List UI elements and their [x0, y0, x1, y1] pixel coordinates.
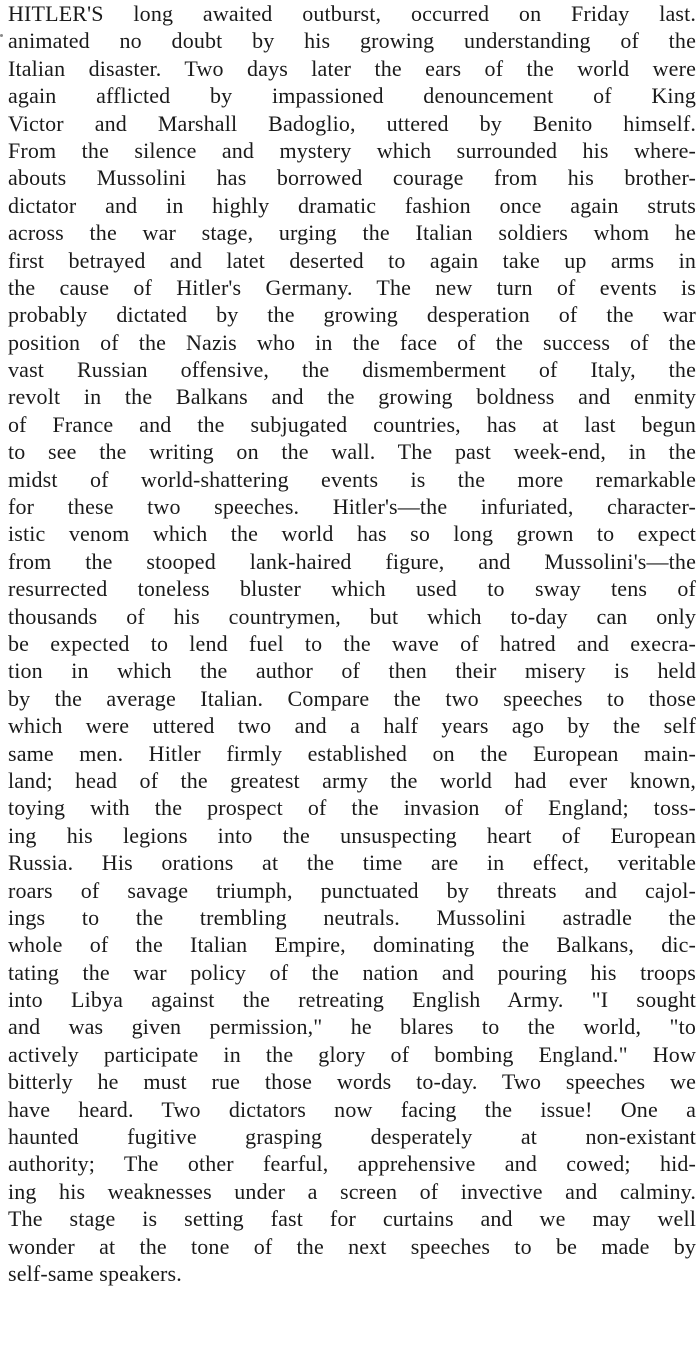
article-line: whole of the Italian Empire, dominating the Balkans, dic- [8, 932, 696, 958]
article-line: which were uttered two and a half years ago by the self [8, 713, 696, 739]
article-line: across the war stage, urging the Italian soldiers whom he [8, 220, 696, 246]
article-line: ing his legions into the unsuspecting heart of European [8, 822, 696, 848]
article-line: dictator and in highly dramatic fashion once again struts [8, 192, 696, 218]
article-body [8, 0, 696, 1287]
article-line: probably dictated by the growing desperation of the war [8, 302, 696, 328]
article-line: Russia. His orations at the time are in effect, veritable [8, 850, 696, 876]
article-line: position of the Nazis who in the face of the success of the [8, 329, 696, 355]
article-line: midst of world-shattering events is the more remarkable [8, 466, 696, 492]
article-line: actively participate in the glory of bombing England." How [8, 1041, 696, 1067]
article-line: Italian disaster. Two days later the ears of the world were [8, 55, 696, 81]
article-line: ing his weaknesses under a screen of invective and calminy. [8, 1178, 696, 1204]
article-line: first betrayed and latet deserted to again take up arms in [8, 247, 696, 273]
article-line: the cause of Hitler's Germany. The new turn of events is [8, 274, 696, 300]
article-line: thousands of his countrymen, but which to-day can only [8, 603, 696, 629]
article-line: resurrected toneless bluster which used to sway tens of [8, 576, 696, 602]
article-line: From the silence and mystery which surrounded his where- [8, 137, 696, 163]
article-line: be expected to lend fuel to the wave of hatred and execra- [8, 630, 696, 656]
article-line: ings to the trembling neutrals. Mussolini astradle the [8, 904, 696, 930]
article-line: authority; The other fearful, apprehensive and cowed; hid- [8, 1151, 696, 1177]
article-line: animated no doubt by his growing understanding of the [8, 28, 696, 54]
article-line: vast Russian offensive, the dismemberment of Italy, the [8, 357, 696, 383]
article-line: haunted fugitive grasping desperately at non-existant [8, 1124, 696, 1150]
article-line: from the stooped lank-haired figure, and Mussolini's—the [8, 548, 696, 574]
article-line: abouts Mussolini has borrowed courage from his brother- [8, 165, 696, 191]
article-line: same men. Hitler firmly established on the European main- [8, 740, 696, 766]
article-column [8, 0, 696, 1356]
article-line: tion in which the author of then their misery is held [8, 658, 696, 684]
article-line: roars of savage triumph, punctuated by threats and cajol- [8, 877, 696, 903]
margin-speck [0, 34, 3, 37]
article-line: have heard. Two dictators now facing the issue! One a [8, 1096, 696, 1122]
article-line: tating the war policy of the nation and pouring his troops [8, 959, 696, 985]
article-line: of France and the subjugated countries, has at last begun [8, 411, 696, 437]
article-line: by the average Italian. Compare the two speeches to those [8, 685, 696, 711]
article-line: istic venom which the world has so long grown to expect [8, 521, 696, 547]
article-line: land; head of the greatest army the world had ever known, [8, 767, 696, 793]
article-line: HITLER'S long awaited outburst, occurred on Friday last. [8, 1, 696, 26]
article-line: to see the writing on the wall. The past week-end, in the [8, 439, 696, 465]
article-line: and was given permission," he blares to the world, "to [8, 1014, 696, 1040]
article-line: wonder at the tone of the next speeches to be made by [8, 1233, 696, 1259]
article-line: self-same speakers. [8, 1260, 182, 1286]
article-line: again afflicted by impassioned denouncement of King [8, 83, 696, 109]
article-line: The stage is setting fast for curtains and we may well [8, 1206, 696, 1232]
article-line: bitterly he must rue those words to-day. Two speeches we [8, 1069, 696, 1095]
article-line: revolt in the Balkans and the growing boldness and enmity [8, 384, 696, 410]
article-line: for these two speeches. Hitler's—the infuriated, character- [8, 494, 696, 520]
article-line: Victor and Marshall Badoglio, uttered by Benito himself. [8, 110, 696, 136]
article-line: into Libya against the retreating English Army. "I sought [8, 987, 696, 1013]
article-line: toying with the prospect of the invasion of England; toss- [8, 795, 696, 821]
